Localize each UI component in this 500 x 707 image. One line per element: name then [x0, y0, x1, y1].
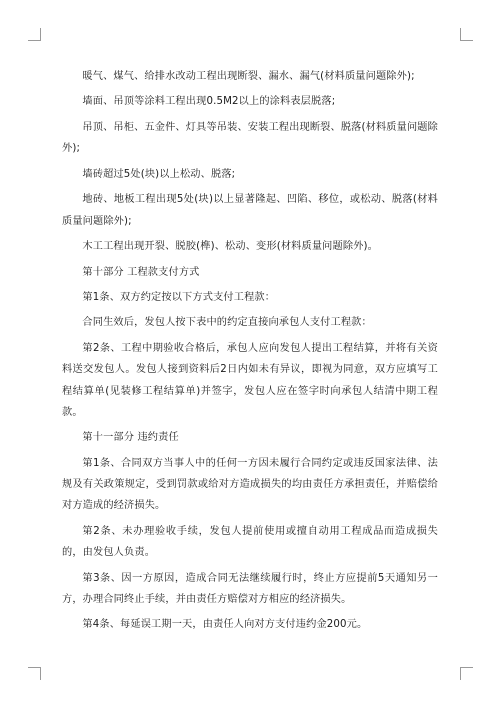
- paragraph: 第3条、因一方原因，造成合同无法继续履行时，终止方应提前5天通知另一方，办理合同终止手续，并由责任方赔偿对方相应的经济损失。: [62, 572, 438, 605]
- section-heading: 第十一部分 违约责任: [82, 432, 179, 444]
- paragraph: 墙面、吊顶等涂料工程出现0.5M2以上的涂料表层脱落;: [82, 96, 336, 108]
- paragraph: 第2条、未办理验收手续，发包人提前使用或擅自动用工程成品而造成损失的，由发包人负责。: [62, 525, 438, 559]
- paragraph: 墙砖超过5处(块)以上松动、脱落;: [82, 168, 236, 180]
- paragraph: 暖气、煤气、给排水改动工程出现断裂、漏水、漏气(材料质量问题除外);: [82, 71, 415, 82]
- paragraph: 第1条、合同双方当事人中的任何一方因未履行合同约定或违反国家法律、法规及有关政策规定，受到罚款或给对方造成损失的均由责任方承担责任，并赔偿给对方造成的经济损失。: [62, 457, 438, 512]
- crop-mark-top-left: [28, 28, 41, 41]
- crop-mark-top-right: [460, 28, 473, 41]
- crop-mark-bottom-right: [460, 667, 473, 680]
- paragraph: 吊顶、吊柜、五金件、灯具等吊装、安装工程出现断裂、脱落(材料质量问题除外);: [62, 121, 438, 155]
- document-body: [62, 66, 438, 640]
- paragraph: 第2条、工程中期验收合格后，承包人应向发包人提出工程结算，并将有关资料送交发包人。发包人接到资料后2日内如未有异议，即视为同意，双方应填写工程结算单(见装修工程结算单)并签字，发包人应在签字时向承包人结清中期工程款。: [62, 342, 438, 418]
- paragraph: 地砖、地板工程出现5处(块)以上显著隆起、凹陷、移位，或松动、脱落(材料质量问题除外);: [62, 194, 438, 227]
- paragraph: 木工工程出现开裂、脱胶(榫)、松动、变形(材料质量问题除外)。: [82, 241, 378, 253]
- paragraph: 第1条、双方约定按以下方式支付工程款：: [82, 291, 276, 303]
- section-heading: 第十部分 工程款支付方式: [82, 266, 200, 278]
- paragraph: 第4条、每延误工期一天，由责任人向对方支付违约金200元。: [82, 619, 368, 631]
- crop-mark-bottom-left: [28, 667, 41, 680]
- paragraph: 合同生效后，发包人按下表中的约定直接向承包人支付工程款：: [82, 317, 372, 329]
